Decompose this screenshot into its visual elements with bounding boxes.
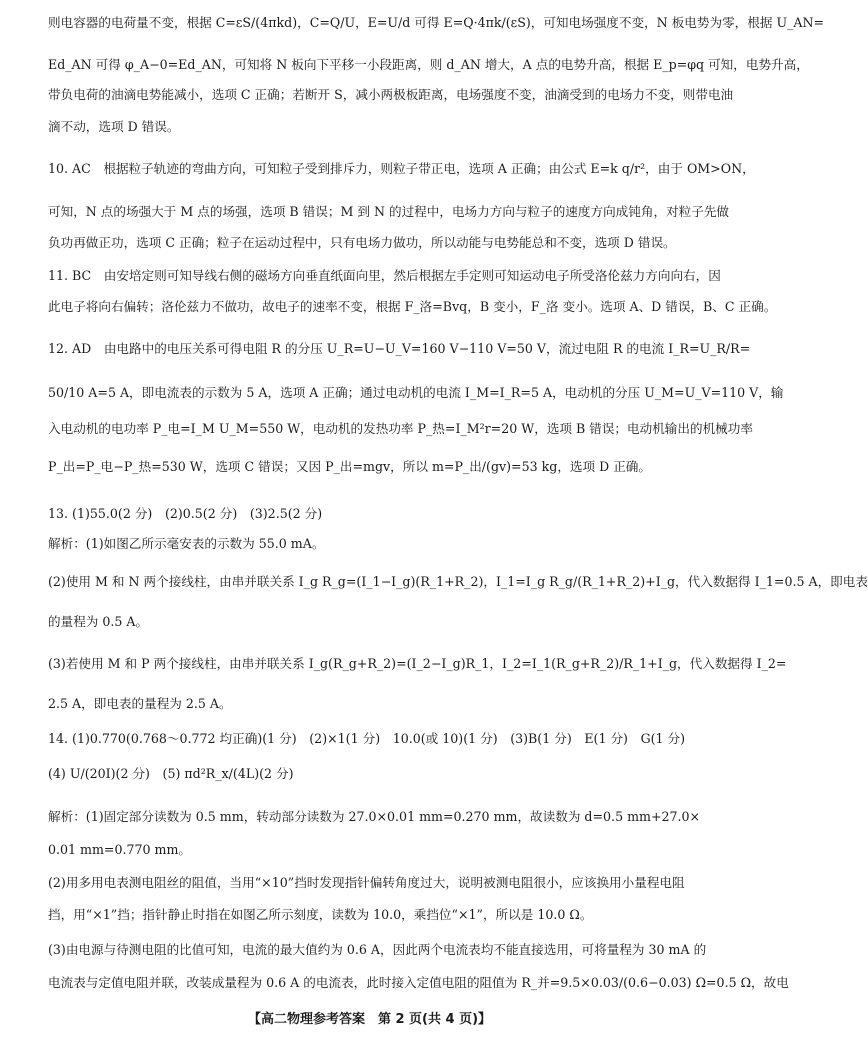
text-line: 可知，N 点的场强大于 M 点的场强，选项 B 错误；M 到 N 的过程中，电场力方向与粒子的速度方向成钝角，对粒子先做 — [48, 204, 730, 219]
text-line: 13. (1)55.0(2 分) (2)0.5(2 分) (3)2.5(2 分) — [48, 506, 323, 521]
text-line: 10. AC 根据粒子轨迹的弯曲方向，可知粒子受到排斥力，则粒子带正电，选项 A 正确；由公式 E=k q/r²，由于 OM>ON， — [48, 161, 755, 176]
text-line: (3)若使用 M 和 P 两个接线柱，由串并联关系 I_g(R_g+R_2)=(I_2−I_g)R_1，I_2=I_1(R_g+R_2)/R_1+I_g，代入数据得 I_2= — [48, 656, 787, 671]
text-line: Ed_AN 可得 φ_A−0=Ed_AN，可知将 N 板向下平移一小段距离，则 d_AN 增大，A 点的电势升高，根据 E_p=φq 可知，电势升高， — [48, 57, 809, 72]
text-line: (3)由电源与待测电阻的比值可知，电流的最大值约为 0.6 A，因此两个电流表均不能直接选用，可将量程为 30 mA 的 — [48, 942, 707, 957]
text-line: 此电子将向右偏转；洛伦兹力不做功，故电子的速率不变，根据 F_洛=Bvq，B 变小，F_洛 变小。选项 A、D 错误，B、C 正确。 — [48, 299, 777, 314]
text-line: 0.01 mm=0.770 mm。 — [48, 842, 192, 857]
text-line: 负功再做正功，选项 C 正确；粒子在运动过程中，只有电场力做功，所以动能与电势能总和不变，选项 D 错误。 — [48, 235, 676, 250]
text-line: 挡，用“×1”挡；指针静止时指在如图乙所示刻度，读数为 10.0，乘挡位“×1”，所以是 10.0 Ω。 — [48, 907, 593, 922]
text-line: (2)用多用电表测电阻丝的阻值，当用“×10”挡时发现指针偏转角度过大，说明被测电阻很小，应该换用小量程电阻 — [48, 875, 685, 890]
text-line: 滴不动，选项 D 错误。 — [48, 119, 180, 134]
text-line: 的量程为 0.5 A。 — [48, 614, 149, 629]
page-footer: 【高二物理参考答案 第 2 页(共 4 页)】 — [247, 1012, 492, 1027]
text-line: 则电容器的电荷量不变，根据 C=εS/(4πkd)，C=Q/U，E=U/d 可得 E=Q·4πk/(εS)，可知电场强度不变，N 板电势为零，根据 U_AN= — [48, 15, 825, 30]
text-line: 解析：(1)如图乙所示毫安表的示数为 55.0 mA。 — [48, 536, 325, 551]
text-line: P_出=P_电−P_热=530 W，选项 C 错误；又因 P_出=mgv，所以 m=P_出/(gv)=53 kg，选项 D 正确。 — [48, 459, 651, 474]
text-line: 解析：(1)固定部分读数为 0.5 mm，转动部分读数为 27.0×0.01 mm=0.270 mm，故读数为 d=0.5 mm+27.0× — [48, 809, 701, 824]
text-line: (2)使用 M 和 N 两个接线柱，由串并联关系 I_g R_g=(I_1−I_g)(R_1+R_2)，I_1=I_g R_g/(R_1+R_2)+I_g，代入数据得 I_1=0.5 A，即电表 — [48, 574, 868, 589]
text-line: 11. BC 由安培定则可知导线右侧的磁场方向垂直纸面向里，然后根据左手定则可知运动电子所受洛伦兹力方向向右，因 — [48, 268, 721, 283]
text-line: 50/10 A=5 A，即电流表的示数为 5 A，选项 A 正确；通过电动机的电流 I_M=I_R=5 A，电动机的分压 U_M=U_V=110 V，输 — [48, 385, 784, 400]
text-line: 12. AD 由电路中的电压关系可得电阻 R 的分压 U_R=U−U_V=160 V−110 V=50 V，流过电阻 R 的电流 I_R=U_R/R= — [48, 341, 751, 356]
text-line: 14. (1)0.770(0.768～0.772 均正确)(1 分) (2)×1(1 分) 10.0(或 10)(1 分) (3)B(1 分) E(1 分) G(1 分) — [48, 731, 686, 746]
text-line: 2.5 A，即电表的量程为 2.5 A。 — [48, 696, 232, 711]
text-line: 入电动机的电功率 P_电=I_M U_M=550 W，电动机的发热功率 P_热=I_M²r=20 W，选项 B 错误；电动机输出的机械功率 — [48, 421, 753, 436]
text-line: (4) U/(20I)(2 分) (5) πd²R_x/(4L)(2 分) — [48, 766, 294, 781]
text-line: 电流表与定值电阻并联，改装成量程为 0.6 A 的电流表，此时接入定值电阻的阻值为 R_并=9.5×0.03/(0.6−0.03) Ω=0.5 Ω，故电 — [48, 975, 789, 990]
text-line: 带负电荷的油滴电势能减小，选项 C 正确；若断开 S，减小两极板距离，电场强度不变，油滴受到的电场力不变，则带电油 — [48, 87, 734, 102]
